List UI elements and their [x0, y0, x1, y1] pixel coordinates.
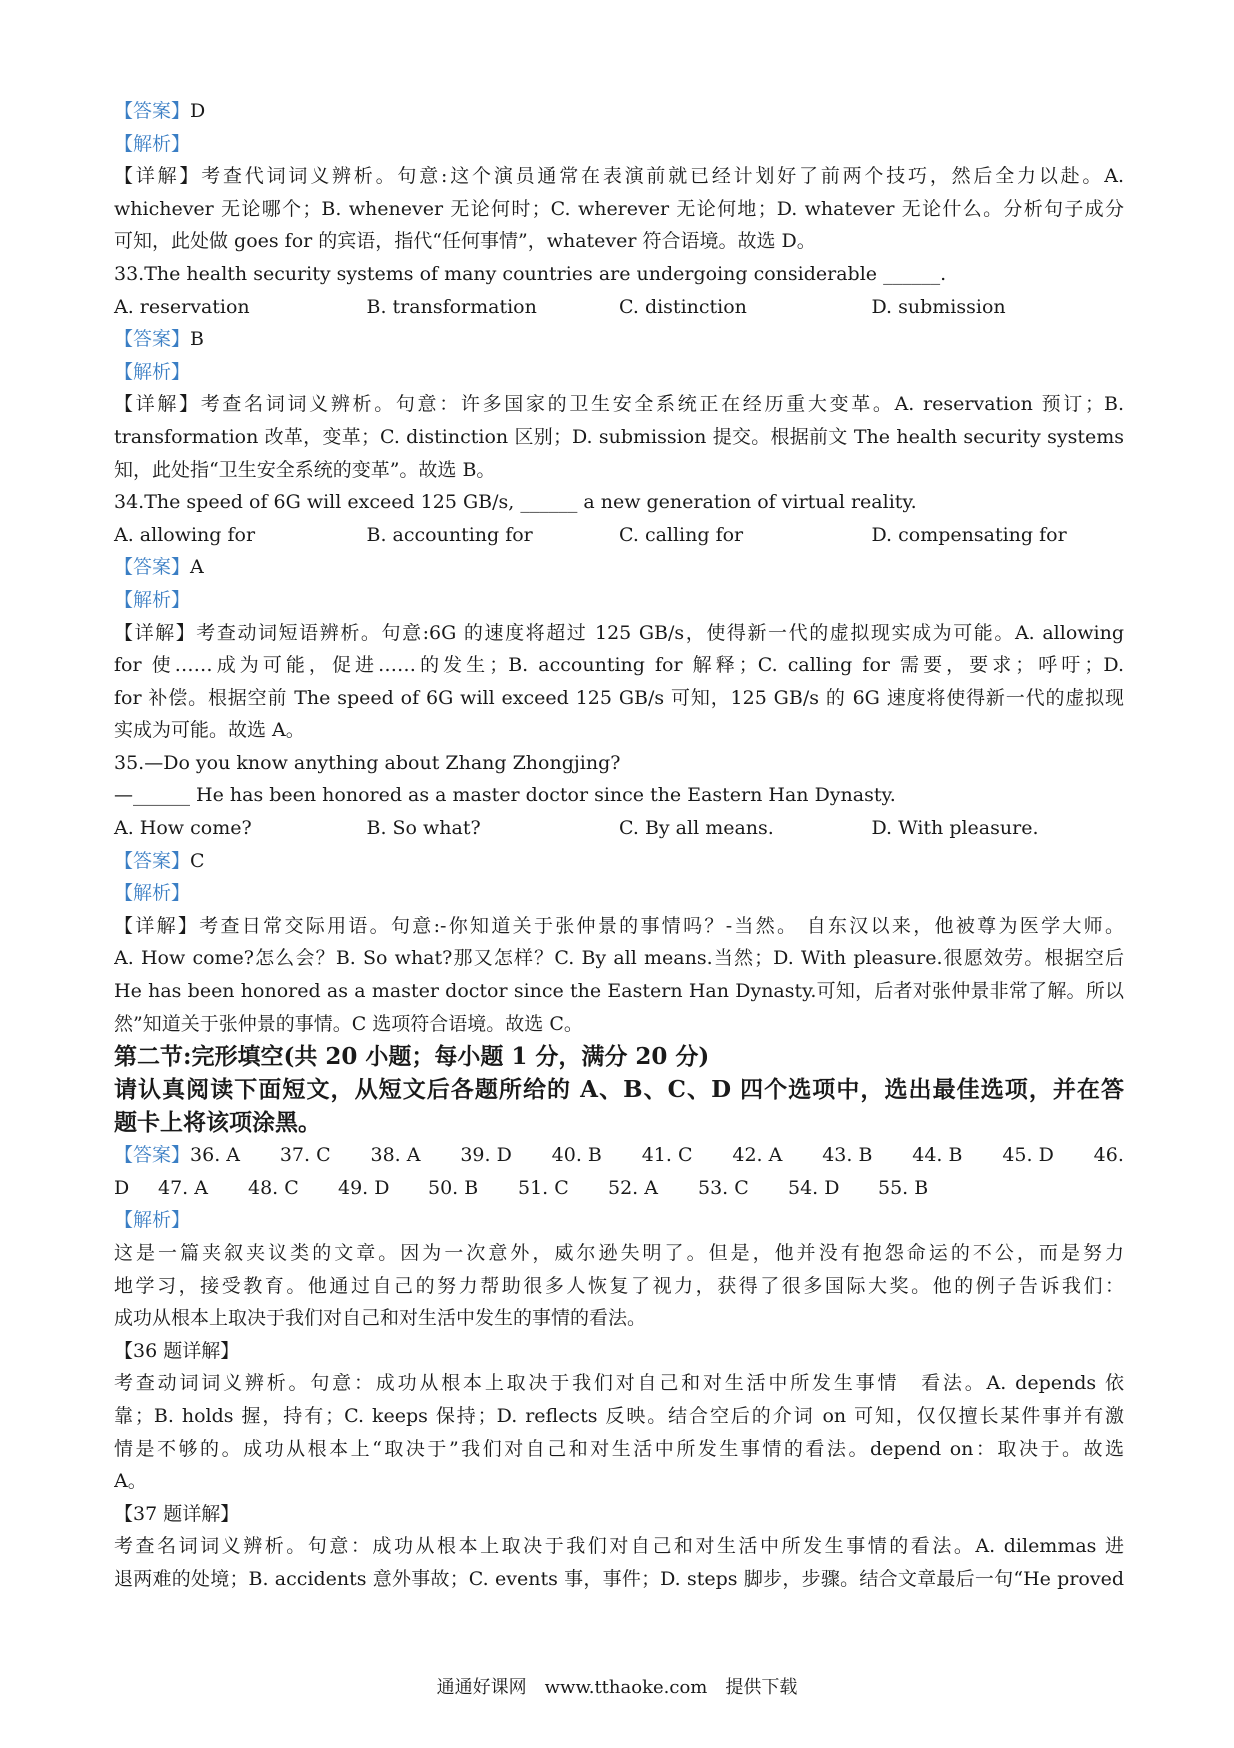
text-line: 【详解】考查动词短语辨析。句意:6G 的速度将超过 125 GB/s，使得新一代的虚拟现实成为可能。A. allowing — [114, 621, 1124, 644]
answer-key-item: 53. C — [698, 1176, 749, 1199]
answer-line — [114, 551, 1124, 584]
answer-value: B — [190, 328, 204, 351]
text-line: —______ He has been honored as a master doctor since the Eastern Han Dynasty. — [114, 784, 896, 807]
analysis-tag: 【解析】 — [114, 132, 191, 155]
option: D. submission — [871, 295, 1006, 318]
answer-tag: 【答案】 — [114, 100, 191, 122]
text-line: 靠；B. holds 握，持有；C. keeps 保持；D. reflects 反映。结合空后的介词 on 可知，仅仅擅长某件事并有激 — [114, 1404, 1124, 1427]
text-line: 成功从根本上取决于我们对自己和对生活中发生的事情的看法。 — [114, 1307, 647, 1330]
text-line: 35.—Do you know anything about Zhang Zhongjing? — [114, 751, 621, 774]
analysis-tag: 【解析】 — [114, 588, 191, 611]
text-line: for 补偿。根据空前 The speed of 6G will exceed 125 GB/s 可知，125 GB/s 的 6G 速度将使得新一代的虚拟现 — [114, 686, 1124, 709]
answer-value: D — [190, 100, 206, 122]
answer-key-item: 55. B — [878, 1176, 929, 1199]
answer-key-item: 38. A — [370, 1144, 421, 1167]
answer-tag: 【答案】 — [114, 328, 191, 351]
answer-tag: 【答案】 — [114, 556, 191, 579]
answer-key-row — [114, 1172, 1124, 1205]
option: B. accounting for — [366, 523, 533, 546]
text-line: 然”知道关于张仲景的事情。C 选项符合语境。故选 C。 — [114, 1012, 583, 1035]
text-line: 情是不够的。成功从根本上“取决于”我们对自己和对生活中所发生事情的看法。depend on：取决于。故选 — [114, 1437, 1124, 1460]
document-body — [114, 95, 1124, 1596]
answer-key-item: 54. D — [788, 1176, 840, 1199]
option: D. compensating for — [871, 523, 1067, 546]
analysis-tag: 【解析】 — [114, 1209, 191, 1232]
text-line: 知，此处指“卫生安全系统的变革”。故选 B。 — [114, 458, 496, 481]
answer-key-item: 52. A — [608, 1176, 658, 1199]
answer-value: A — [190, 556, 204, 579]
text-line: He has been honored as a master doctor since the Eastern Han Dynasty.可知，后者对张仲景非常了解。所以 — [114, 980, 1124, 1003]
answer-line — [114, 845, 1124, 878]
answer-value: C — [190, 849, 205, 872]
answer-key-item: 41. C — [641, 1144, 693, 1167]
text-line: 可知，此处做 goes for 的宾语，指代“任何事情”，whatever 符合语境。故选 D。 — [114, 230, 816, 253]
option: B. So what? — [366, 817, 481, 840]
answer-key-item: 46. — [1093, 1144, 1124, 1167]
text-line: A。 — [114, 1470, 147, 1493]
text-line: 【详解】考查日常交际用语。句意:-你知道关于张仲景的事情吗？-当然。 自东汉以来，他被尊为医学大师。 — [114, 914, 1124, 937]
text-line: 考查动词词义辨析。句意：成功从根本上取决于我们对自己和对生活中所发生事情 看法。A. depends 依 — [114, 1372, 1124, 1395]
answer-key-item: 37. C — [279, 1144, 331, 1167]
option: C. By all means. — [619, 817, 774, 840]
option-row — [114, 519, 1124, 552]
text-line: 退两难的处境；B. accidents 意外事故；C. events 事，事件；D. steps 脚步，步骤。结合文章最后一句“He proved — [114, 1567, 1124, 1590]
text-line: 33.The health security systems of many countries are undergoing considerable ______. — [114, 262, 947, 285]
page-footer: 通通好课网 www.tthaoke.com 提供下载 — [436, 1677, 798, 1698]
answer-key-item: 42. A — [732, 1144, 783, 1167]
text-line: 这是一篇夹叙夹议类的文章。因为一次意外，威尔逊失明了。但是，他并没有抱怨命运的不公，而是努力 — [114, 1242, 1124, 1264]
answer-line — [114, 95, 1124, 128]
answer-key-item — [114, 1139, 240, 1172]
answer-key-item: D — [114, 1176, 130, 1199]
option-row — [114, 812, 1124, 845]
answer-key-item: 51. C — [518, 1176, 569, 1199]
option: D. With pleasure. — [871, 817, 1039, 840]
answer-tag: 【答案】 — [114, 1144, 191, 1167]
option-row — [114, 291, 1124, 324]
option: C. calling for — [619, 523, 744, 546]
answer-tag: 【答案】 — [114, 849, 191, 872]
text-line: A. How come?怎么会？B. So what?那又怎样？C. By all means.当然；D. With pleasure.很愿效劳。根据空后 — [114, 947, 1124, 970]
section-heading: 第二节:完形填空(共 20 小题；每小题 1 分，满分 20 分) — [114, 1043, 710, 1071]
answer-key-item: 40. B — [551, 1144, 602, 1167]
text-line: 【37 题详解】 — [114, 1502, 240, 1525]
text-line: 【详解】考查名词词义辨析。句意：许多国家的卫生安全系统正在经历重大变革。A. reservation 预订；B. — [114, 393, 1124, 416]
text-line: 实成为可能。故选 A。 — [114, 719, 305, 742]
option: C. distinction — [619, 295, 747, 318]
analysis-tag: 【解析】 — [114, 882, 191, 905]
answer-key-row — [114, 1139, 1124, 1172]
answer-key-item: 43. B — [822, 1144, 873, 1167]
answer-key-item: 39. D — [460, 1144, 512, 1167]
option: B. transformation — [366, 295, 537, 318]
section-heading: 题卡上将该项涂黑。 — [114, 1109, 321, 1137]
text-line: 考查名词词义辨析。句意：成功从根本上取决于我们对自己和对生活中所发生事情的看法。A. dilemmas 进 — [114, 1535, 1124, 1558]
text-line: whichever 无论哪个；B. whenever 无论何时；C. wherever 无论何地；D. whatever 无论什么。分析句子成分 — [114, 197, 1124, 220]
text-line: for 使……成为可能，促进……的发生；B. accounting for 解释；C. calling for 需要，要求；呼吁；D. — [114, 654, 1124, 677]
answer-key-item: 49. D — [338, 1176, 390, 1199]
answer-key-item: 50. B — [428, 1176, 479, 1199]
answer-key-item: 44. B — [912, 1144, 963, 1167]
text-line: 【36 题详解】 — [114, 1339, 240, 1362]
answer-key-item: 48. C — [248, 1176, 299, 1199]
text-line: transformation 改革，变革；C. distinction 区别；D. submission 提交。根据前文 The health security systems — [114, 425, 1124, 448]
answer-line — [114, 323, 1124, 356]
option: A. allowing for — [114, 523, 256, 546]
answer-key-item: 47. A — [158, 1176, 208, 1199]
option: A. How come? — [114, 817, 252, 840]
answer-key-item: 45. D — [1002, 1144, 1054, 1167]
answer-key-value: 36. A — [190, 1144, 240, 1167]
analysis-tag: 【解析】 — [114, 360, 191, 383]
text-line: 【详解】考查代词词义辨析。句意:这个演员通常在表演前就已经计划好了前两个技巧，然后全力以赴。A. — [114, 165, 1124, 188]
text-line: 地学习，接受教育。他通过自己的努力帮助很多人恢复了视力，获得了很多国际大奖。他的例子告诉我们： — [114, 1274, 1124, 1297]
section-heading: 请认真阅读下面短文，从短文后各题所给的 A、B、C、D 四个选项中，选出最佳选项，并在答 — [114, 1076, 1124, 1104]
text-line: 34.The speed of 6G will exceed 125 GB/s, ______ a new generation of virtual reality. — [114, 491, 917, 514]
option: A. reservation — [114, 295, 250, 318]
